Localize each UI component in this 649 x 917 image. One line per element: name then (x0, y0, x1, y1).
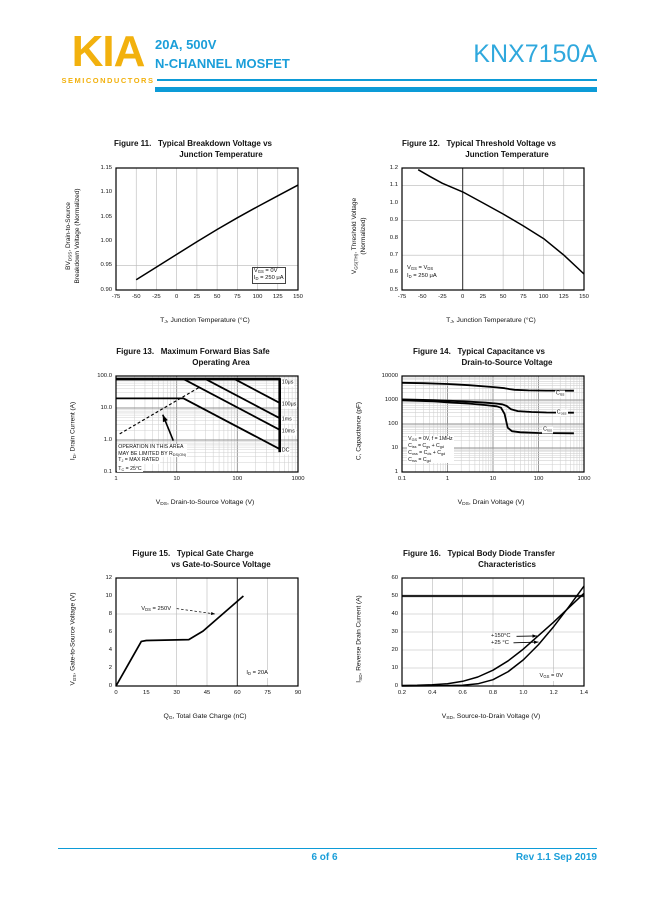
x-tick-label: 25 (479, 294, 487, 301)
x-axis-label: $T_J$, Junction Temperature (°C) (446, 317, 536, 326)
figure-title: Figure 14. Typical Capacitance vs Drain-to-Source Voltage (413, 347, 553, 368)
y-tick-label: 10000 (381, 372, 398, 379)
y-tick-label: 10.0 (100, 404, 112, 411)
chart-annotation: OPERATION IN THIS AREA MAY BE LIMITED BY $R_{DS(ON)}$ (118, 443, 187, 457)
x-tick-label: 0 (461, 294, 465, 301)
x-tick-label: 1000 (291, 476, 305, 483)
y-tick-label: 0.8 (389, 234, 398, 241)
x-tick-label: 1 (445, 476, 450, 483)
chart-plot (372, 164, 589, 305)
device-rating: 20A, 500V (155, 37, 217, 52)
series-label: 10μs (281, 379, 294, 386)
y-axis-label: $V_{GS}$, Gate-to-Source Voltage (V) (69, 592, 77, 686)
x-tick-label: 1.4 (579, 690, 589, 697)
chart-annotation: $V_{GS} = 0V$, f = 1MHz $C_{iss} = C_{gs} + C_{gd}$ $C_{oss} = C_{ds} + C_{gd}$ $C_{rss} = C_{gd}$ (408, 436, 453, 463)
chart-plot (86, 372, 305, 487)
y-axis-label: $BV_{DSS}$, Drain-to-Source Breakdown Voltage (Normalized) (65, 188, 81, 284)
x-tick-label: -75 (397, 294, 407, 301)
chart-annotation: +150°C (490, 633, 511, 640)
figure-12 (348, 138, 610, 324)
series-label: 10ms (281, 428, 295, 435)
device-type: N-CHANNEL MOSFET (155, 55, 290, 71)
figure-title: Figure 12. Typical Threshold Voltage vs Junction Temperature (402, 139, 556, 160)
figure-13 (62, 346, 324, 506)
series-label: $C_{iss}$ (555, 390, 565, 397)
y-tick-label: 1.05 (100, 213, 112, 220)
x-axis-label: $V_{DS}$, Drain-to-Source Voltage (V) (155, 499, 255, 508)
chart-svg (372, 164, 588, 291)
footer-rule (58, 848, 597, 849)
y-tick-label: 4 (108, 646, 112, 653)
x-axis-label: $T_J$, Junction Temperature (°C) (160, 317, 250, 326)
y-tick-label: 1.2 (389, 164, 398, 171)
y-tick-label: 50 (391, 592, 398, 599)
part-number: KNX7150A (473, 40, 597, 68)
series-gate-charge (116, 596, 243, 686)
y-tick-label: 0 (394, 682, 398, 689)
chart-annotation: $T_C = 25^\circ C$ (118, 465, 142, 472)
page-number: 6 of 6 (311, 852, 338, 863)
y-tick-label: 30 (391, 628, 398, 635)
y-tick-label: 40 (391, 610, 398, 617)
y-axis-label: $I_D$, Drain Current (A) (69, 402, 77, 461)
x-axis-label: $Q_G$, Total Gate Charge (nC) (163, 713, 247, 722)
y-tick-label: 0.7 (389, 252, 398, 259)
figure-11 (62, 138, 324, 324)
device-info (155, 36, 290, 74)
x-tick-label: 25 (193, 294, 201, 301)
y-tick-label: 10 (391, 664, 398, 671)
x-tick-label: 0.6 (458, 690, 467, 697)
y-tick-label: 1.0 (103, 436, 112, 443)
y-tick-label: 1.00 (100, 238, 112, 245)
x-tick-label: 1.0 (519, 690, 528, 697)
y-tick-label: 12 (105, 574, 112, 581)
x-tick-label: 10 (173, 476, 180, 483)
series-label: $C_{rss}$ (543, 426, 552, 433)
figure-title: Figure 15. Typical Gate Charge vs Gate-to-Source Voltage (132, 549, 271, 570)
x-tick-label: 75 (234, 294, 241, 301)
chart-plot (86, 574, 302, 701)
y-tick-label: 60 (391, 574, 398, 581)
chart-plot (86, 164, 303, 305)
kia-logo-subtitle: SEMICONDUCTORS (61, 76, 155, 85)
header-rule-thin (157, 79, 597, 81)
y-tick-label: 6 (108, 628, 112, 635)
figure-16 (348, 548, 610, 720)
chart-annotation: $I_D = 20A$ (246, 670, 268, 677)
y-tick-label: 0.9 (389, 217, 398, 224)
x-tick-label: 0.8 (488, 690, 498, 697)
x-tick-label: 100 (538, 294, 549, 301)
series-label: $C_{oss}$ (556, 409, 567, 416)
x-tick-label: 50 (499, 294, 507, 301)
series-label: 1ms (281, 416, 292, 423)
chart-annotation: $T_J$ = MAX RATED (118, 457, 160, 464)
y-tick-label: 0 (108, 682, 112, 689)
y-tick-label: 2 (108, 664, 112, 671)
x-tick-label: 90 (294, 690, 302, 697)
kia-logo-text: KIA (71, 27, 145, 76)
x-tick-label: 0 (175, 294, 179, 301)
chart-svg (372, 574, 588, 687)
y-tick-label: 0.95 (100, 262, 112, 269)
header-rule-thick (155, 87, 597, 92)
x-tick-label: 75 (520, 294, 527, 301)
x-tick-label: 1000 (577, 476, 591, 483)
x-axis-label: $V_{SD}$, Source-to-Drain Voltage (V) (441, 713, 541, 722)
y-axis-label: $I_{SD}$, Reverse Drain Current (A) (355, 595, 363, 684)
y-tick-label: 1.1 (389, 182, 398, 189)
figure-title: Figure 13. Maximum Forward Bias Safe Operating Area (116, 347, 270, 368)
x-tick-label: 150 (579, 294, 589, 301)
x-tick-label: -50 (131, 294, 141, 301)
series-limit-1ms (206, 379, 280, 418)
x-tick-label: -50 (417, 294, 427, 301)
x-tick-label: 1.2 (549, 690, 558, 697)
y-axis-label: $V_{GS(TH)}$, Threshold Voltage (Normalized) (351, 198, 367, 275)
x-tick-label: -25 (152, 294, 161, 301)
chart-annotation: +25 °C (490, 640, 509, 647)
y-tick-label: 0.6 (389, 269, 398, 276)
y-tick-label: 0.5 (389, 286, 398, 293)
chart-plot (372, 574, 589, 701)
y-tick-label: 0.1 (103, 468, 112, 475)
x-tick-label: 10 (489, 476, 497, 483)
y-tick-label: 1.10 (100, 189, 112, 196)
y-axis-label: C, Capacitance (pF) (355, 402, 363, 461)
x-tick-label: -25 (438, 294, 447, 301)
x-axis-label: $V_{DS}$, Drain Voltage (V) (457, 499, 525, 508)
y-tick-label: 20 (391, 646, 398, 653)
x-tick-label: 30 (173, 690, 180, 697)
y-tick-label: 8 (108, 610, 112, 617)
y-tick-label: 1000 (384, 396, 398, 403)
chart-svg (86, 574, 302, 687)
revision-text: Rev 1.1 Sep 2019 (515, 852, 597, 863)
kia-logo (58, 27, 158, 85)
y-tick-label: 0.90 (100, 286, 112, 293)
x-tick-label: 100 (533, 476, 544, 483)
x-tick-label: 45 (203, 690, 211, 697)
figure-title: Figure 11. Typical Breakdown Voltage vs Junction Temperature (114, 139, 272, 160)
y-tick-label: 10 (105, 592, 112, 599)
figure-14 (348, 346, 610, 506)
series-rdson-limit (120, 388, 199, 434)
y-tick-label: 100.0 (97, 372, 112, 379)
series-limit-100us (235, 379, 280, 403)
chart-annotation: $V_{GS} = V_{DS}$ $I_D = 250$ μA (407, 265, 437, 279)
x-tick-label: 150 (293, 294, 303, 301)
x-tick-label: 125 (558, 294, 569, 301)
y-tick-label: 1.15 (100, 164, 112, 171)
x-tick-label: 1 (114, 476, 118, 483)
x-tick-label: 100 (232, 476, 243, 483)
x-tick-label: -75 (111, 294, 121, 301)
x-tick-label: 100 (252, 294, 263, 301)
chart-annotation: $V_{GS} = 0V$ $I_D = 250$ μA (252, 267, 286, 284)
figure-15 (62, 548, 324, 720)
chart-annotation: $V_{DS} = 250V$ (141, 605, 172, 612)
x-tick-label: 15 (143, 690, 150, 697)
x-tick-label: 0.4 (428, 690, 437, 697)
y-tick-label: 10 (391, 444, 398, 451)
chart-plot (372, 372, 591, 487)
x-tick-label: 0 (114, 690, 118, 697)
series-ciss (402, 383, 574, 391)
x-tick-label: 50 (213, 294, 221, 301)
x-tick-label: 60 (234, 690, 241, 697)
chart-annotation: $V_{GS} = 0V$ (539, 673, 564, 680)
x-tick-label: 0.2 (397, 690, 407, 697)
x-tick-label: 75 (264, 690, 271, 697)
y-tick-label: 1 (394, 468, 398, 475)
y-tick-label: 1.0 (389, 199, 398, 206)
x-tick-label: 0.1 (397, 476, 407, 483)
x-tick-label: 125 (272, 294, 283, 301)
series-label: 100μs (281, 401, 297, 408)
figure-title: Figure 16. Typical Body Diode Transfer Characteristics (403, 549, 555, 570)
y-tick-label: 100 (388, 420, 398, 427)
series-label: DC (281, 447, 290, 454)
